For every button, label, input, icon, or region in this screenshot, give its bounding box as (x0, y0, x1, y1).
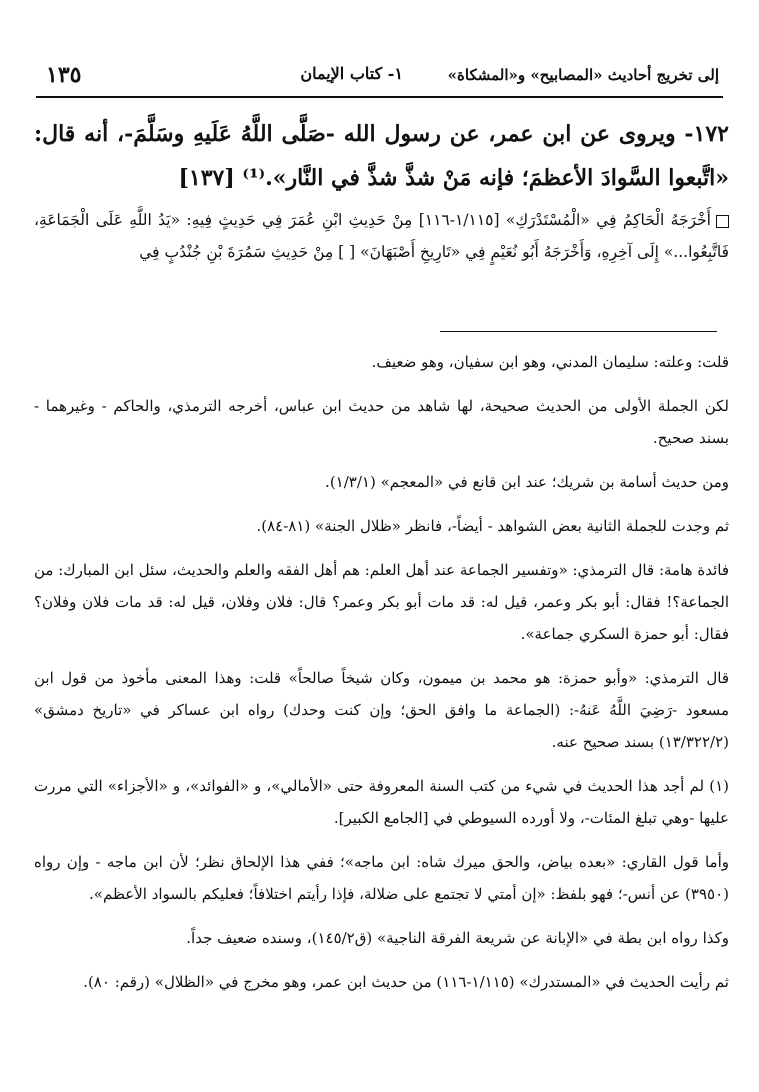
note-paragraph: وكذا رواه ابن بطة في «الإبانة عن شريعة الفرقة الناجية» (ق١٤٥/٢)، وسنده ضعيف جداً. (186, 929, 729, 947)
page-number: ١٣٥ (46, 62, 82, 88)
note-paragraph: وأما قول القاري: «بعده بياض، والحق ميرك شاه: ابن ماجه»؛ ففي هذا الإلحاق نظر؛ لأن ابن ماجه - وإن رواه (٣٩٥٠) عن أنس-؛ فهو بلفظ: «إن أمتي لا تجتمع على ضلالة، فإذا رأيتم اختلافاً؛ فعليكم بالسواد الأعظم». (34, 853, 729, 903)
takhrij-block (34, 204, 729, 268)
note-paragraph: ثم رأيت الحديث في «المستدرك» (١/١١٥-١١٦) من حديث ابن عمر، وهو مخرج في «الظلال» (رقم: ٨٠). (83, 973, 729, 991)
footnotes (34, 346, 729, 1010)
note-paragraph: ومن حديث أسامة بن شريك؛ عند ابن قانع في «المعجم» (١/٣/١). (325, 473, 729, 491)
chapter-title: ١- كتاب الإيمان (300, 64, 403, 83)
running-header (36, 56, 723, 98)
takhrij-text: أَخْرَجَهُ الْحَاكِمُ فِي «الْمُسْتَدْرَكِ» [١/١١٥-١١٦] مِنْ حَدِيثِ ابْنِ عُمَرَ فِي حَدِيثٍ فِيهِ: «يَدُ اللَّهِ عَلَى الْجَمَاعَةِ، فَاتَّبِعُوا...» إِلَى آخِرِهِ، وَأَخْرَجَهُ أَبُو نُعَيْمٍ فِي «تَارِيخِ أَصْبَهَانَ» [ ] مِنْ حَدِيثِ سَمُرَةَ بْنِ جُنْدُبٍ فِي (34, 211, 729, 261)
book-title: إلى تخريج أحاديث «المصابيح» و«المشكاة» (447, 66, 719, 84)
square-bullet-icon (716, 215, 729, 228)
footnote-divider (440, 331, 717, 332)
note-paragraph: (١) لم أجد هذا الحديث في شيء من كتب السنة المعروفة حتى «الأمالي»، و «الفوائد»، و «الأجزاء» التي مررت عليها -وهي تبلغ المئات-، ولا أورده السيوطي في [الجامع الكبير]. (34, 777, 729, 827)
note-paragraph: فائدة هامة: قال الترمذي: «وتفسير الجماعة عند أهل العلم: هم أهل الفقه والعلم والحديث، سئل ابن المبارك: من الجماعة؟! فقال: أبو بكر وعمر، قيل له: قد مات أبو بكر وعمر؟ قال: فلان وفلان، قيل له: قد مات فلان وفلان؟ فقال: أبو حمزة السكري جماعة». (34, 561, 729, 643)
note-paragraph: قال الترمذي: «وأبو حمزة: هو محمد بن ميمون، وكان شيخاً صالحاً» قلت: وهذا المعنى مأخوذ من قول ابن مسعود -رَضِيَ اللَّهُ عَنهُ-: (الجماعة ما وافق الحق؛ وإن كنت وحدك) رواه ابن عساكر في «تاريخ دمشق» (١٣/٣٢٢/٢) بسند صحيح عنه. (34, 669, 729, 751)
note-paragraph: لكن الجملة الأولى من الحديث صحيحة، لها شاهد من حديث ابن عباس، أخرجه الترمذي، والحاكم - وغيرهما - بسند صحيح. (34, 397, 729, 447)
hadith-text: ١٧٢- ويروى عن ابن عمر، عن رسول الله -صَلَّى اللَّهُ عَلَيهِ وسَلَّمَ-، أنه قال: «اتَّبعوا السَّوادَ الأعظمَ؛ فإنه مَنْ شذَّ شذَّ في النَّار».⁽¹⁾ [١٣٧] (34, 121, 729, 191)
note-paragraph: قلت: وعلته: سليمان المدني، وهو ابن سفيان، وهو ضعيف. (371, 353, 729, 371)
note-paragraph: ثم وجدت للجملة الثانية بعض الشواهد - أيضاً-، فانظر «ظلال الجنة» (٨١-٨٤). (256, 517, 729, 535)
